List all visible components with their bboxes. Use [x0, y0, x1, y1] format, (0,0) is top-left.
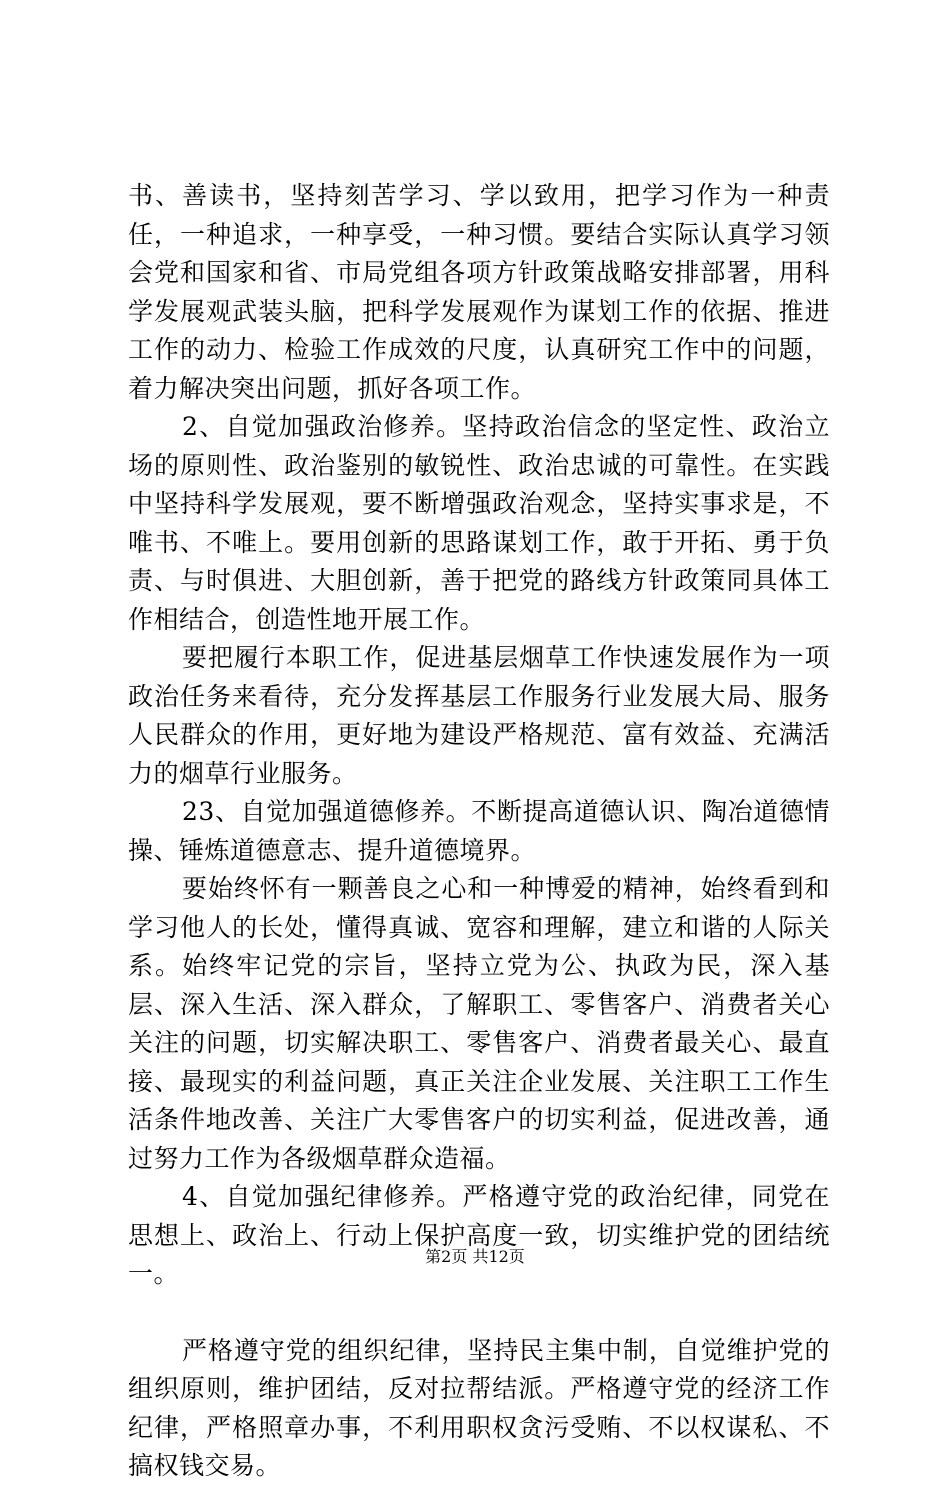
page-number-footer: 第2页 共12页: [425, 1247, 525, 1266]
document-body: [128, 177, 830, 1486]
paragraph-gap: [128, 1294, 830, 1332]
paragraph-study-continuation: 书、善读书，坚持刻苦学习、学以致用，把学习作为一种责任，一种追求，一种享受，一种习惯。要结合实际认真学习领会党和国家和省、市局党组各项方针政策战略安排部署，用科学发展观武装头脑，把科学发展观作为谋划工作的依据、推进工作的动力、检验工作成效的尺度，认真研究工作中的问题，着力解决突出问题，抓好各项工作。: [128, 181, 830, 403]
paragraph-organization-discipline: 严格遵守党的组织纪律，坚持民主集中制，自觉维护党的组织原则，维护团结，反对拉帮结派。严格遵守党的经济工作纪律，严格照章办事，不利用职权贪污受贿、不以权谋私、不搞权钱交易。: [128, 1335, 830, 1480]
paragraph-moral-cultivation: 23、自觉加强道德修养。不断提高道德认识、陶冶道德情操、锤炼道德意志、提升道德境界。: [128, 797, 830, 865]
paragraph-political-cultivation: 2、自觉加强政治修养。坚持政治信念的坚定性、政治立场的原则性、政治鉴别的敏锐性、政治忠诚的可靠性。在实践中坚持科学发展观，要不断增强政治观念，坚持实事求是，不唯书、不唯上。要用创新的思路谋划工作，敢于开拓、勇于负责、与时俱进、大胆创新，善于把党的路线方针政策同具体工作相结合，创造性地开展工作。: [128, 412, 830, 634]
paragraph-kindness-service: 要始终怀有一颗善良之心和一种博爱的精神，始终看到和学习他人的长处，懂得真诚、宽容和理解，建立和谐的人际关系。始终牢记党的宗旨，坚持立党为公、执政为民，深入基层、深入生活、深入群众，了解职工、零售客户、消费者关心关注的问题，切实解决职工、零售客户、消费者最关心、最直接、最现实的利益问题，真正关注企业发展、关注职工工作生活条件地改善、关注广大零售客户的切实利益，促进改善，通过努力工作为各级烟草群众造福。: [128, 874, 830, 1173]
paragraph-discipline-cultivation: 4、自觉加强纪律修养。严格遵守党的政治纪律，同党在思想上、政治上、行动上保护高度一致，切实维护党的团结统一。: [128, 1182, 830, 1288]
paragraph-duty-task: 要把履行本职工作，促进基层烟草工作快速发展作为一项政治任务来看待，充分发挥基层工作服务行业发展大局、服务人民群众的作用，更好地为建设严格规范、富有效益、充满活力的烟草行业服务。: [128, 643, 830, 788]
